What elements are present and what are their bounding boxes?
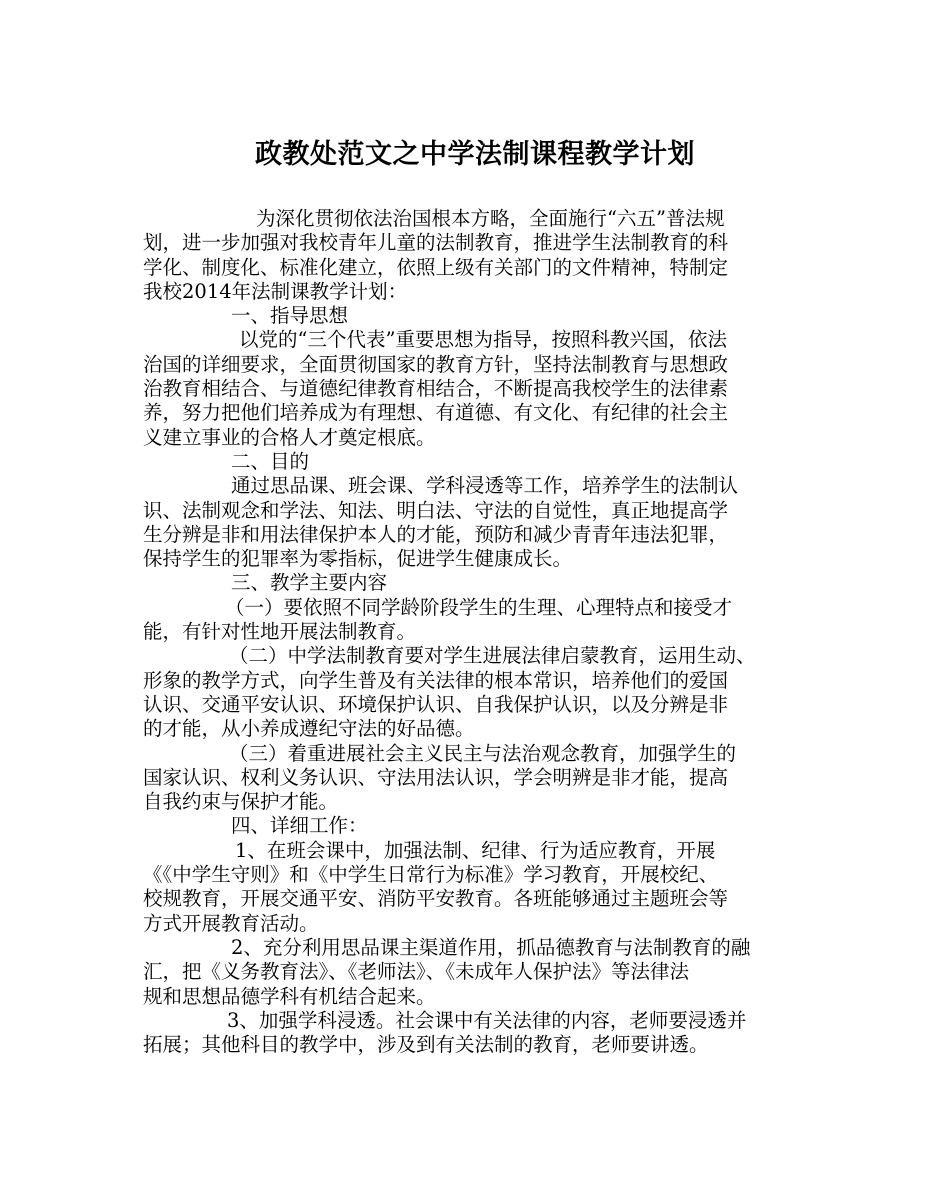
paragraph-line: 认识、交通平安认识、环境保护认识、自我保护认识，以及分辨是非 bbox=[143, 692, 729, 716]
section-heading: 一、指导思想 bbox=[231, 304, 349, 328]
paragraph-line: 形象的教学方式，向学生普及有关法律的根本常识，培养他们的爱国 bbox=[143, 668, 729, 692]
paragraph-line: 我校2014年法制课教学计划： bbox=[143, 279, 408, 303]
paragraph-line: 以党的“三个代表”重要思想为指导，按照科教兴国，依法 bbox=[239, 328, 727, 352]
paragraph-line: 的才能，从小养成遵纪守法的好品德。 bbox=[143, 717, 475, 741]
paragraph-line: 划，进一步加强对我校青年儿童的法制教育，推进学生法制教育的科 bbox=[143, 231, 729, 255]
paragraph-line: 生分辨是非和用法律保护本人的才能，预防和减少青青年违法犯罪， bbox=[143, 522, 729, 546]
paragraph-line: （三）着重进展社会主义民主与法治观念教育，加强学生的 bbox=[229, 741, 737, 765]
paragraph-line: 通过思品课、班会课、学科浸透等工作，培养学生的法制认 bbox=[231, 474, 739, 498]
paragraph-line: 识、法制观念和学法、知法、明白法、守法的自觉性，真正地提高学 bbox=[143, 498, 729, 522]
paragraph-line: 治教育相结合、与道德纪律教育相结合，不断提高我校学生的法律素 bbox=[143, 377, 729, 401]
paragraph-line: 学化、制度化、标准化建立，依照上级有关部门的文件精神，特制定 bbox=[143, 255, 729, 279]
paragraph-line: 为深化贯彻依法治国根本方略，全面施行“六五”普法规 bbox=[256, 207, 725, 230]
paragraph-line: （一）要依照不同学龄阶段学生的生理、心理特点和接受才 bbox=[225, 595, 733, 619]
paragraph-line: 2、充分利用思品课主渠道作用，抓品德教育与法制教育的融 bbox=[231, 935, 751, 959]
paragraph-line: 国家认识、权利义务认识、守法用法认识，学会明辨是非才能，提高 bbox=[143, 765, 729, 789]
paragraph-line: 《《中学生守则》和《中学生日常行为标准》学习教育，开展校纪、 bbox=[143, 863, 719, 887]
paragraph-line: 拓展；其他科目的教学中，涉及到有关法制的教育，老师要讲透。 bbox=[143, 1033, 709, 1057]
paragraph-line: 3、加强学科浸透。社会课中有关法律的内容，老师要浸透并 bbox=[227, 1008, 747, 1032]
paragraph-line: 校规教育，开展交通平安、消防平安教育。各班能够通过主题班会等 bbox=[143, 887, 729, 911]
paragraph-line: 能，有针对性地开展法制教育。 bbox=[143, 620, 417, 644]
document-title: 政教处范文之中学法制课程教学计划 bbox=[255, 139, 695, 170]
paragraph-line: 治国的详细要求，全面贯彻国家的教育方针，坚持法制教育与思想政 bbox=[143, 352, 729, 376]
document-body bbox=[143, 207, 810, 1057]
section-heading: 二、目的 bbox=[231, 449, 310, 473]
paragraph-line: 养，努力把他们培养成为有理想、有道德、有文化、有纪律的社会主 bbox=[143, 401, 729, 425]
paragraph-line: （二）中学法制教育要对学生进展法律启蒙教育，运用生动、 bbox=[229, 644, 756, 668]
paragraph-line: 汇，把《义务教育法》、《老师法》、《未成年人保护法》等法律法 bbox=[143, 960, 690, 984]
paragraph-line: 保持学生的犯罪率为零指标，促进学生健康成长。 bbox=[143, 547, 573, 571]
paragraph-line: 1、在班会课中，加强法制、纪律、行为适应教育，开展 bbox=[235, 838, 716, 862]
section-heading: 三、教学主要内容 bbox=[231, 571, 388, 595]
section-heading: 四、详细工作： bbox=[231, 814, 368, 838]
paragraph-line: 规和思想品德学科有机结合起来。 bbox=[143, 984, 436, 1008]
paragraph-line: 自我约束与保护才能。 bbox=[143, 790, 339, 814]
paragraph-line: 方式开展教育活动。 bbox=[143, 911, 319, 935]
paragraph-line: 义建立事业的合格人才奠定根底。 bbox=[143, 425, 436, 449]
